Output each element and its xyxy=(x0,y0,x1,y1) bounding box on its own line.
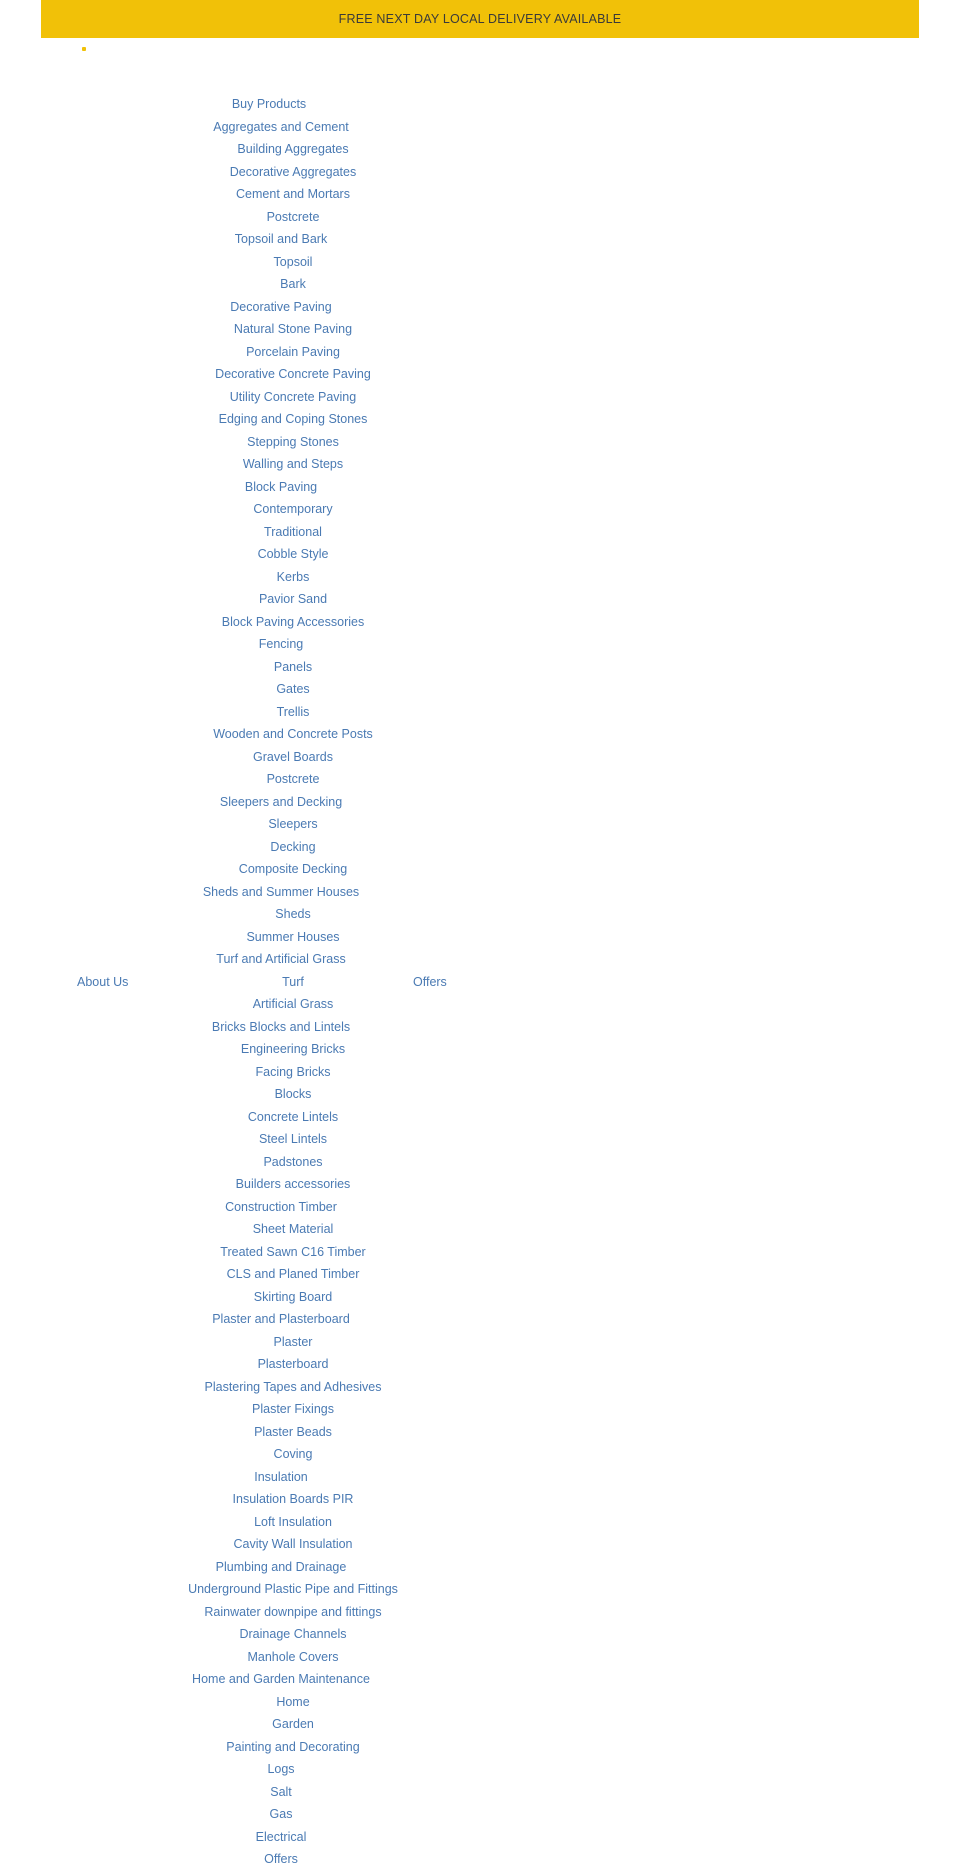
nav-item[interactable]: Home xyxy=(276,1694,310,1709)
nav-item[interactable]: Garden xyxy=(272,1717,314,1731)
nav-item[interactable]: Cement and Mortars xyxy=(236,187,350,201)
nav-item[interactable]: Manhole Covers xyxy=(247,1649,339,1664)
nav-item[interactable]: CLS and Planed Timber xyxy=(226,1267,360,1281)
logo-icon[interactable] xyxy=(82,47,86,51)
nav-item[interactable]: Skirting Board xyxy=(253,1289,333,1304)
nav-item[interactable]: Concrete Lintels xyxy=(247,1109,339,1124)
nav-item[interactable]: Block Paving xyxy=(244,479,318,494)
nav-offers[interactable]: Offers xyxy=(413,975,447,989)
nav-item[interactable]: Insulation Boards PIR xyxy=(232,1492,354,1506)
nav-item[interactable]: Plasterboard xyxy=(257,1357,329,1371)
nav-item[interactable]: Panels xyxy=(273,659,313,674)
nav-item[interactable]: Topsoil and Bark xyxy=(234,232,328,246)
nav-item[interactable]: Postcrete xyxy=(266,209,320,224)
nav-item[interactable]: Padstones xyxy=(263,1154,323,1169)
nav-item[interactable]: Decorative Aggregates xyxy=(229,164,357,179)
nav-item[interactable]: Treated Sawn C16 Timber xyxy=(220,1244,366,1259)
nav-item[interactable]: Rainwater downpipe and fittings xyxy=(204,1604,382,1619)
nav-item[interactable]: Plaster and Plasterboard xyxy=(212,1312,350,1326)
nav-item[interactable]: Artificial Grass xyxy=(252,997,334,1011)
nav-item[interactable]: Home and Garden Maintenance xyxy=(192,1672,370,1686)
nav-item[interactable]: Sheds and Summer Houses xyxy=(202,884,360,899)
nav-item[interactable]: Electrical xyxy=(255,1829,307,1844)
nav-item[interactable]: Buy Products xyxy=(231,97,307,111)
nav-about-us[interactable]: About Us xyxy=(77,975,129,989)
nav-item[interactable]: Sleepers and Decking xyxy=(219,794,343,809)
nav-item[interactable]: Traditional xyxy=(264,524,322,539)
nav-item[interactable]: Fencing xyxy=(258,637,304,651)
nav-item[interactable]: Edging and Coping Stones xyxy=(218,412,368,426)
nav-item[interactable]: Coving xyxy=(273,1447,313,1461)
nav-item[interactable]: Engineering Bricks xyxy=(240,1042,346,1056)
nav-item[interactable]: Summer Houses xyxy=(246,929,340,944)
nav-item[interactable]: Gravel Boards xyxy=(253,749,333,764)
nav-item[interactable]: Offers xyxy=(264,1852,298,1866)
nav-item[interactable]: Plastering Tapes and Adhesives xyxy=(204,1379,382,1394)
nav-item[interactable]: Turf and Artificial Grass xyxy=(216,952,346,966)
nav-item[interactable]: Natural Stone Paving xyxy=(233,322,353,336)
nav-item[interactable]: Topsoil xyxy=(273,254,313,269)
nav-item[interactable]: Cobble Style xyxy=(257,547,329,561)
nav-item[interactable]: Pavior Sand xyxy=(258,592,328,606)
nav-item[interactable]: Composite Decking xyxy=(238,862,348,876)
delivery-banner xyxy=(41,0,919,38)
nav-item[interactable]: Building Aggregates xyxy=(237,142,349,156)
nav-item[interactable]: Utility Concrete Paving xyxy=(229,389,357,404)
nav-item[interactable]: Insulation xyxy=(254,1469,308,1484)
nav-item[interactable]: Blocks xyxy=(274,1087,312,1101)
nav-item[interactable]: Sheet Material xyxy=(252,1222,334,1236)
nav-item[interactable]: Sleepers xyxy=(268,817,318,831)
nav-item[interactable]: Decorative Paving xyxy=(230,299,332,314)
nav-item[interactable]: Decorative Concrete Paving xyxy=(215,367,371,381)
nav-item[interactable]: Gas xyxy=(269,1807,293,1821)
nav-item[interactable]: Porcelain Paving xyxy=(246,344,340,359)
nav-item[interactable]: Painting and Decorating xyxy=(226,1739,360,1754)
nav-item[interactable]: Kerbs xyxy=(276,569,310,584)
nav-item[interactable]: Bark xyxy=(280,277,306,291)
nav-item[interactable]: Plumbing and Drainage xyxy=(215,1559,347,1574)
nav-item[interactable]: Bricks Blocks and Lintels xyxy=(211,1019,351,1034)
nav-item[interactable]: Underground Plastic Pipe and Fittings xyxy=(188,1582,398,1596)
nav-item[interactable]: Logs xyxy=(267,1762,295,1776)
nav-item[interactable]: Decking xyxy=(270,839,316,854)
nav-item[interactable]: Salt xyxy=(270,1784,292,1799)
nav-item[interactable]: Sheds xyxy=(275,907,311,921)
nav-item[interactable]: Aggregates and Cement xyxy=(213,119,349,134)
nav-item[interactable]: Loft Insulation xyxy=(254,1514,332,1529)
nav-item[interactable]: Drainage Channels xyxy=(239,1627,347,1641)
nav-item[interactable]: Trellis xyxy=(276,704,310,719)
nav-item[interactable]: Postcrete xyxy=(266,772,320,786)
nav-item[interactable]: Plaster Beads xyxy=(254,1424,332,1439)
nav-item[interactable]: Gates xyxy=(276,682,310,696)
nav-item[interactable]: Facing Bricks xyxy=(255,1064,331,1079)
nav-item[interactable]: Wooden and Concrete Posts xyxy=(213,727,373,741)
delivery-banner-text: FREE NEXT DAY LOCAL DELIVERY AVAILABLE xyxy=(338,12,622,26)
nav-item[interactable]: Contemporary xyxy=(253,502,333,516)
nav-item[interactable]: Turf xyxy=(282,974,304,989)
nav-item[interactable]: Stepping Stones xyxy=(247,434,339,449)
nav-item[interactable]: Plaster Fixings xyxy=(252,1402,334,1416)
nav-item[interactable]: Builders accessories xyxy=(235,1177,351,1191)
nav-item[interactable]: Cavity Wall Insulation xyxy=(233,1537,353,1551)
nav-item[interactable]: Steel Lintels xyxy=(258,1132,328,1146)
nav-item[interactable]: Walling and Steps xyxy=(242,457,344,471)
nav-item[interactable]: Plaster xyxy=(273,1334,313,1349)
nav-item[interactable]: Construction Timber xyxy=(225,1199,337,1214)
nav-item[interactable]: Block Paving Accessories xyxy=(221,614,365,629)
